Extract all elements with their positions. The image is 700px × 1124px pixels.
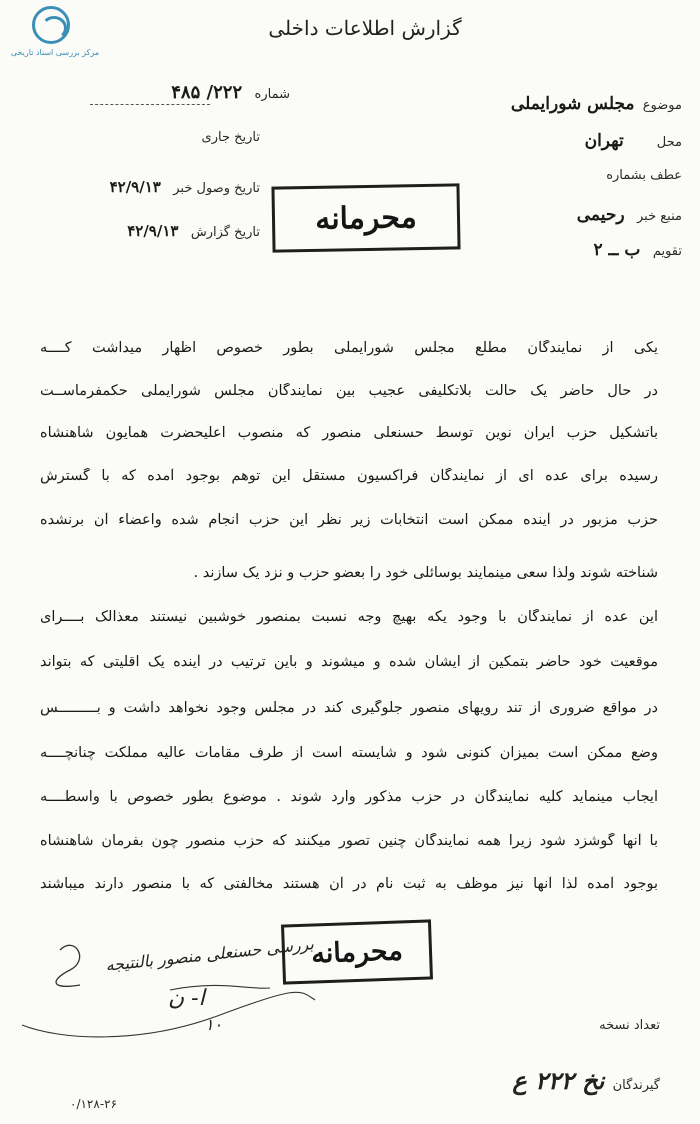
confidential-stamp-bottom: محرمانه [281, 919, 433, 984]
body-line: در مواقع ضروری از تند رویهای منصور جلوگیری کند در مجلس وجود نخواهد داشت و بـــــــــس [40, 700, 658, 716]
reference-row [606, 168, 682, 183]
number-value: ۲۲۲/ ۴۸۵ [171, 82, 243, 103]
report-title: گزارش اطلاعات داخلی [268, 16, 462, 40]
archive-logo [10, 4, 100, 66]
subject-value: مجلس شورایملی [510, 94, 635, 114]
source-row [577, 205, 682, 225]
handwritten-initials: ا- ن [168, 986, 205, 1011]
subject-label: موضوع [642, 98, 682, 113]
body-line: باتشکیل حزب ایران نوین توسط حسنعلی منصور که منصوب اعلیحضرت همایون شاهنشاه [40, 425, 658, 441]
copies-row [599, 1018, 660, 1033]
document-code: ۰/۱۲۸-۲۶ [70, 1097, 118, 1111]
handwritten-signature: بررسی حسنعلی منصور بالنتیجه [104, 934, 315, 975]
number-row [90, 82, 290, 103]
source-value: رحیمی [576, 205, 625, 225]
body-line: شناخته شوند ولذا سعی مینمایند بوسائلی خود را بعضو حزب و نزد یک سازند . [193, 565, 658, 581]
body-line: بوجود آمده لذا آنها نیز موظف به ثبت نام در آن هستند مخالفتی که با منصور دارند میباشند [40, 876, 658, 892]
number-label: شماره [254, 87, 290, 102]
body-line: حزب مزبور در آینده ممکن است انتخابات زیر نظر این حزب انجام شده واعضاء آن برنشده [40, 512, 658, 528]
report-date-label: تاریخ گزارش [190, 225, 260, 240]
receipt-date-value: ۴۲/۹/۱۳ [109, 178, 161, 196]
page-mark: ۱۰ [205, 1015, 223, 1034]
signature-scribble-icon [20, 930, 320, 1050]
archive-logo-icon [32, 6, 70, 44]
recipients-value: نخ ۲۲۲ ع [512, 1066, 605, 1095]
body-line: با آنها گوشزد شود زیرا همه نمایندگان چنین تصور میکنند که حزب منصور چون بفرمان شاهنشاه [40, 833, 658, 849]
report-date-row [60, 222, 260, 240]
source-label: منبع خبر [637, 209, 682, 224]
reference-label: عطف بشماره [606, 168, 682, 183]
place-label: محل [656, 135, 682, 150]
receipt-date-row [60, 178, 260, 196]
rating-value: ب ــ ۲ [593, 240, 641, 260]
body-line: وضع ممکن است بمیزان کنونی شود و شایسته است از طرف مقامات عالیه مملکت چنانچــــه [40, 745, 658, 761]
report-date-value: ۴۲/۹/۱۳ [127, 222, 179, 240]
recipients-label: گیرندگان [612, 1078, 660, 1093]
copies-label: تعداد نسخه [599, 1018, 660, 1033]
receipt-date-label: تاریخ وصول خبر [173, 181, 260, 196]
confidential-stamp-top: محرمانه [271, 183, 460, 252]
place-value: تهران [584, 131, 624, 151]
recipients-row [512, 1066, 660, 1095]
date-row [60, 130, 260, 145]
body-line: موقعیت خود حاضر بتمکین از ایشان شده و میشوند و باین ترتیب در آینده یک اقلیتی که بتواند [40, 654, 658, 670]
rating-label: تقویم [652, 244, 682, 259]
body-line: ایجاب مینماید کلیه نمایندگان در حزب مذکور وارد شوند . موضوع بطور خصوص با واسطــــه [40, 789, 658, 805]
subject-row [511, 94, 682, 114]
body-line: یکی از نمایندگان مطلع مجلس شورایملی بطور خصوص اظهار میداشت کــــه [40, 340, 658, 356]
body-line: این عده از نمایندگان با وجود یکه بهیچ وجه نسبت بمنصور خوشبین نیستند معذالک بــــرای [40, 609, 658, 625]
place-row [585, 131, 682, 151]
body-line: در حال حاضر یک حالت بلاتکلیفی عجیب بین نمایندگان مجلس شورایملی حکمفرماســت [40, 383, 658, 399]
rating-row [593, 240, 682, 260]
date-label: تاریخ جاری [201, 130, 260, 145]
number-underline [90, 104, 210, 105]
archive-logo-text: مرکز بررسی اسناد تاریخی [10, 48, 100, 57]
body-line: رسیده برای عده ای از نمایندگان فراکسیون مستقل این توهم بوجود آمده که با گسترش [40, 468, 658, 484]
